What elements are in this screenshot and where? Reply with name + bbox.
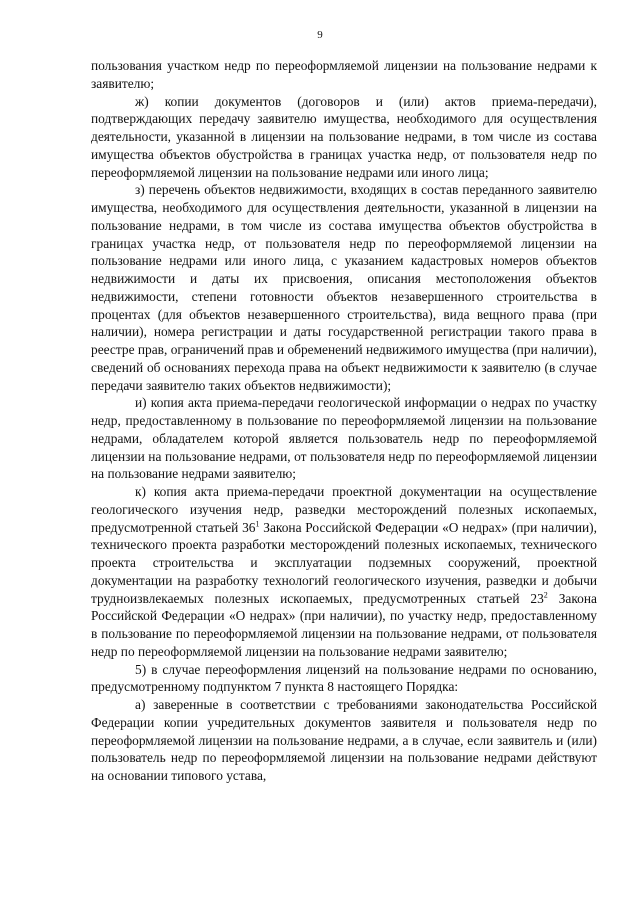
paragraph-item-k-part-2: Закона Российской Федерации «О недрах» (при наличии), технического проекта разработки месторождений полезных ископаемых, технического проекта строительства и эксплуатации подземных сооружений, проектной документации на разработку технологий геологического изучения, разведки и добычи трудноизвлекаемых полезных ископаемых, предусмотренных статьей 23 xyxy=(91,519,597,606)
footnote-superscript-2: 2 xyxy=(543,590,548,600)
paragraph-item-k-part-1: к) копия акта приема-передачи проектной документации на осуществление геологического изучения недр, разведки месторождений полезных ископаемых, предусмотренной статьей 36 xyxy=(91,484,597,535)
paragraph-item-k xyxy=(91,483,597,661)
paragraph-point-5: 5) в случае переоформления лицензий на пользование недрами по основанию, предусмотренному подпунктом 7 пункта 8 настоящего Порядка: xyxy=(91,661,597,695)
paragraph-item-z: з) перечень объектов недвижимости, входящих в состав переданного заявителю имущества, необходимого для осуществления деятельности, указанной в лицензии на пользование недрами, в том числе из состава имущества объектов обустройства в границах участка недр, от пользователя недр по переоформляемой лицензии на пользование недрами или иного лица, с указанием кадастровых номеров объектов недвижимости и даты их присвоения, описания местоположения объектов недвижимости, степени готовности объектов незавершенного строительства в процентах (для объектов незавершенного строительства), вида вещного права (при наличии), номера регистрации и даты государственной регистрации такого права в реестре прав, ограничений прав и обременений недвижимого имущества (при наличии), сведений об основаниях перехода права на объект недвижимости к заявителю (в случае передачи заявителю таких объектов недвижимости); xyxy=(91,182,597,393)
paragraph-continuation: пользования участком недр по переоформляемой лицензии на пользование недрами к заявителю; xyxy=(91,58,597,91)
paragraph-item-i: и) копия акта приема-передачи геологической информации о недрах по участку недр, предоставленному в пользование по переоформляемой лицензии на пользование недрами, обладателем которой является пользователь недр по переоформляемой лицензии на пользование недрами, от пользователя недр по переоформляемой лицензии на пользование недрами заявителю; xyxy=(91,395,597,482)
document-body xyxy=(91,57,597,785)
paragraph-item-k-part-3: Закона Российской Федерации «О недрах» (при наличии), по участку недр, предоставленному в пользование по переоформляемой лицензии на пользование недрами, от пользователя недр по переоформляемой лицензии на пользование недрами заявителю; xyxy=(91,590,597,659)
paragraph-item-a: а) заверенные в соответствии с требованиями законодательства Российской Федерации копии учредительных документов заявителя и пользователя недр по переоформляемой лицензии на пользование недрами, а в случае, если заявитель и (или) пользователь недр по переоформляемой лицензии на пользование недрами действуют на основании типового устава, xyxy=(91,697,597,783)
footnote-superscript-1: 1 xyxy=(255,519,260,529)
page-number: 9 xyxy=(317,29,323,41)
paragraph-item-zh: ж) копии документов (договоров и (или) актов приема-передачи), подтверждающих передачу заявителю имущества, необходимого для осуществления деятельности, указанной в лицензии на пользование недрами, в том числе из состава имущества объектов обустройства в границах участка недр, от пользователя недр по переоформляемой лицензии на пользование недрами или иного лица; xyxy=(91,93,597,180)
